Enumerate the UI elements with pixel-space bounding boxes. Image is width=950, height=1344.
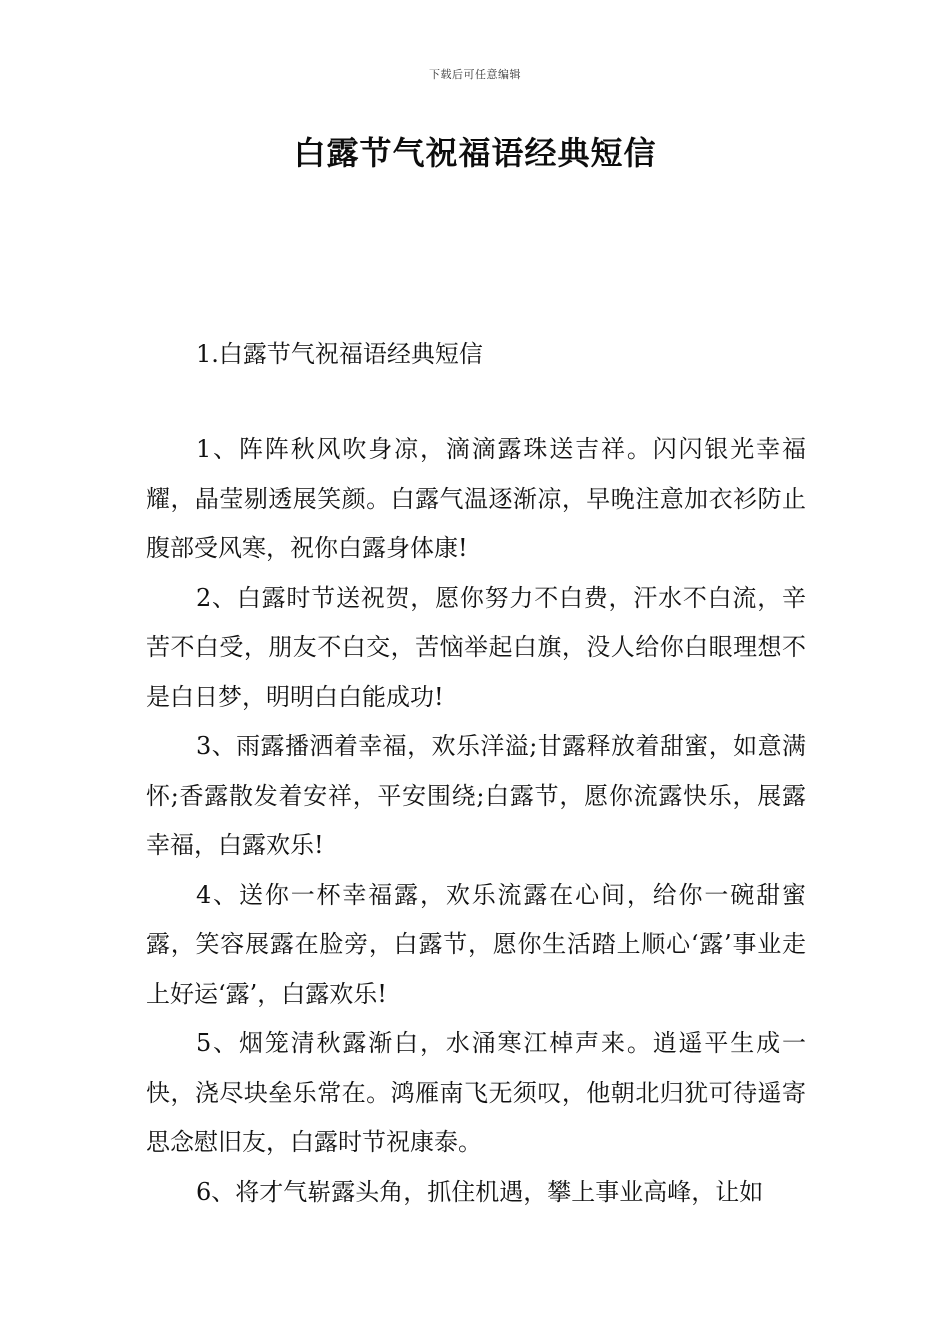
paragraph: 1、阵阵秋风吹身凉，滴滴露珠送吉祥。闪闪银光幸福耀，晶莹剔透展笑颜。白露气温逐渐凉，早晚注意加衣衫防止腹部受风寒，祝你白露身体康! — [146, 435, 806, 562]
document-title: 白露节气祝福语经典短信 — [293, 134, 657, 172]
section-heading: 1.白露节气祝福语经典短信 — [196, 340, 483, 368]
paragraph: 2、白露时节送祝贺，愿你努力不白费，汗水不白流，辛苦不白受，朋友不白交，苦恼举起白旗，没人给你白眼理想不是白日梦，明明白白能成功! — [146, 583, 806, 711]
body-text — [146, 425, 806, 1217]
paragraph: 3、雨露播洒着幸福，欢乐洋溢;甘露释放着甜蜜，如意满怀;香露散发着安祥，平安围绕;白露节，愿你流露快乐，展露幸福，白露欢乐! — [146, 732, 806, 859]
paragraph: 6、将才气崭露头角，抓住机遇，攀上事业高峰，让如 — [196, 1177, 764, 1206]
paragraph: 5、烟笼清秋露渐白，水涌寒江棹声来。逍遥平生成一快，浇尽块垒乐常在。鸿雁南飞无须叹，他朝北归犹可待遥寄思念慰旧友，白露时节祝康泰。 — [146, 1029, 806, 1156]
header-note: 下载后可任意编辑 — [429, 68, 521, 81]
paragraph: 4、送你一杯幸福露，欢乐流露在心间，给你一碗甜蜜露，笑容展露在脸旁，白露节，愿你生活踏上顺心‘露’事业走上好运‘露’，白露欢乐! — [146, 880, 806, 1008]
